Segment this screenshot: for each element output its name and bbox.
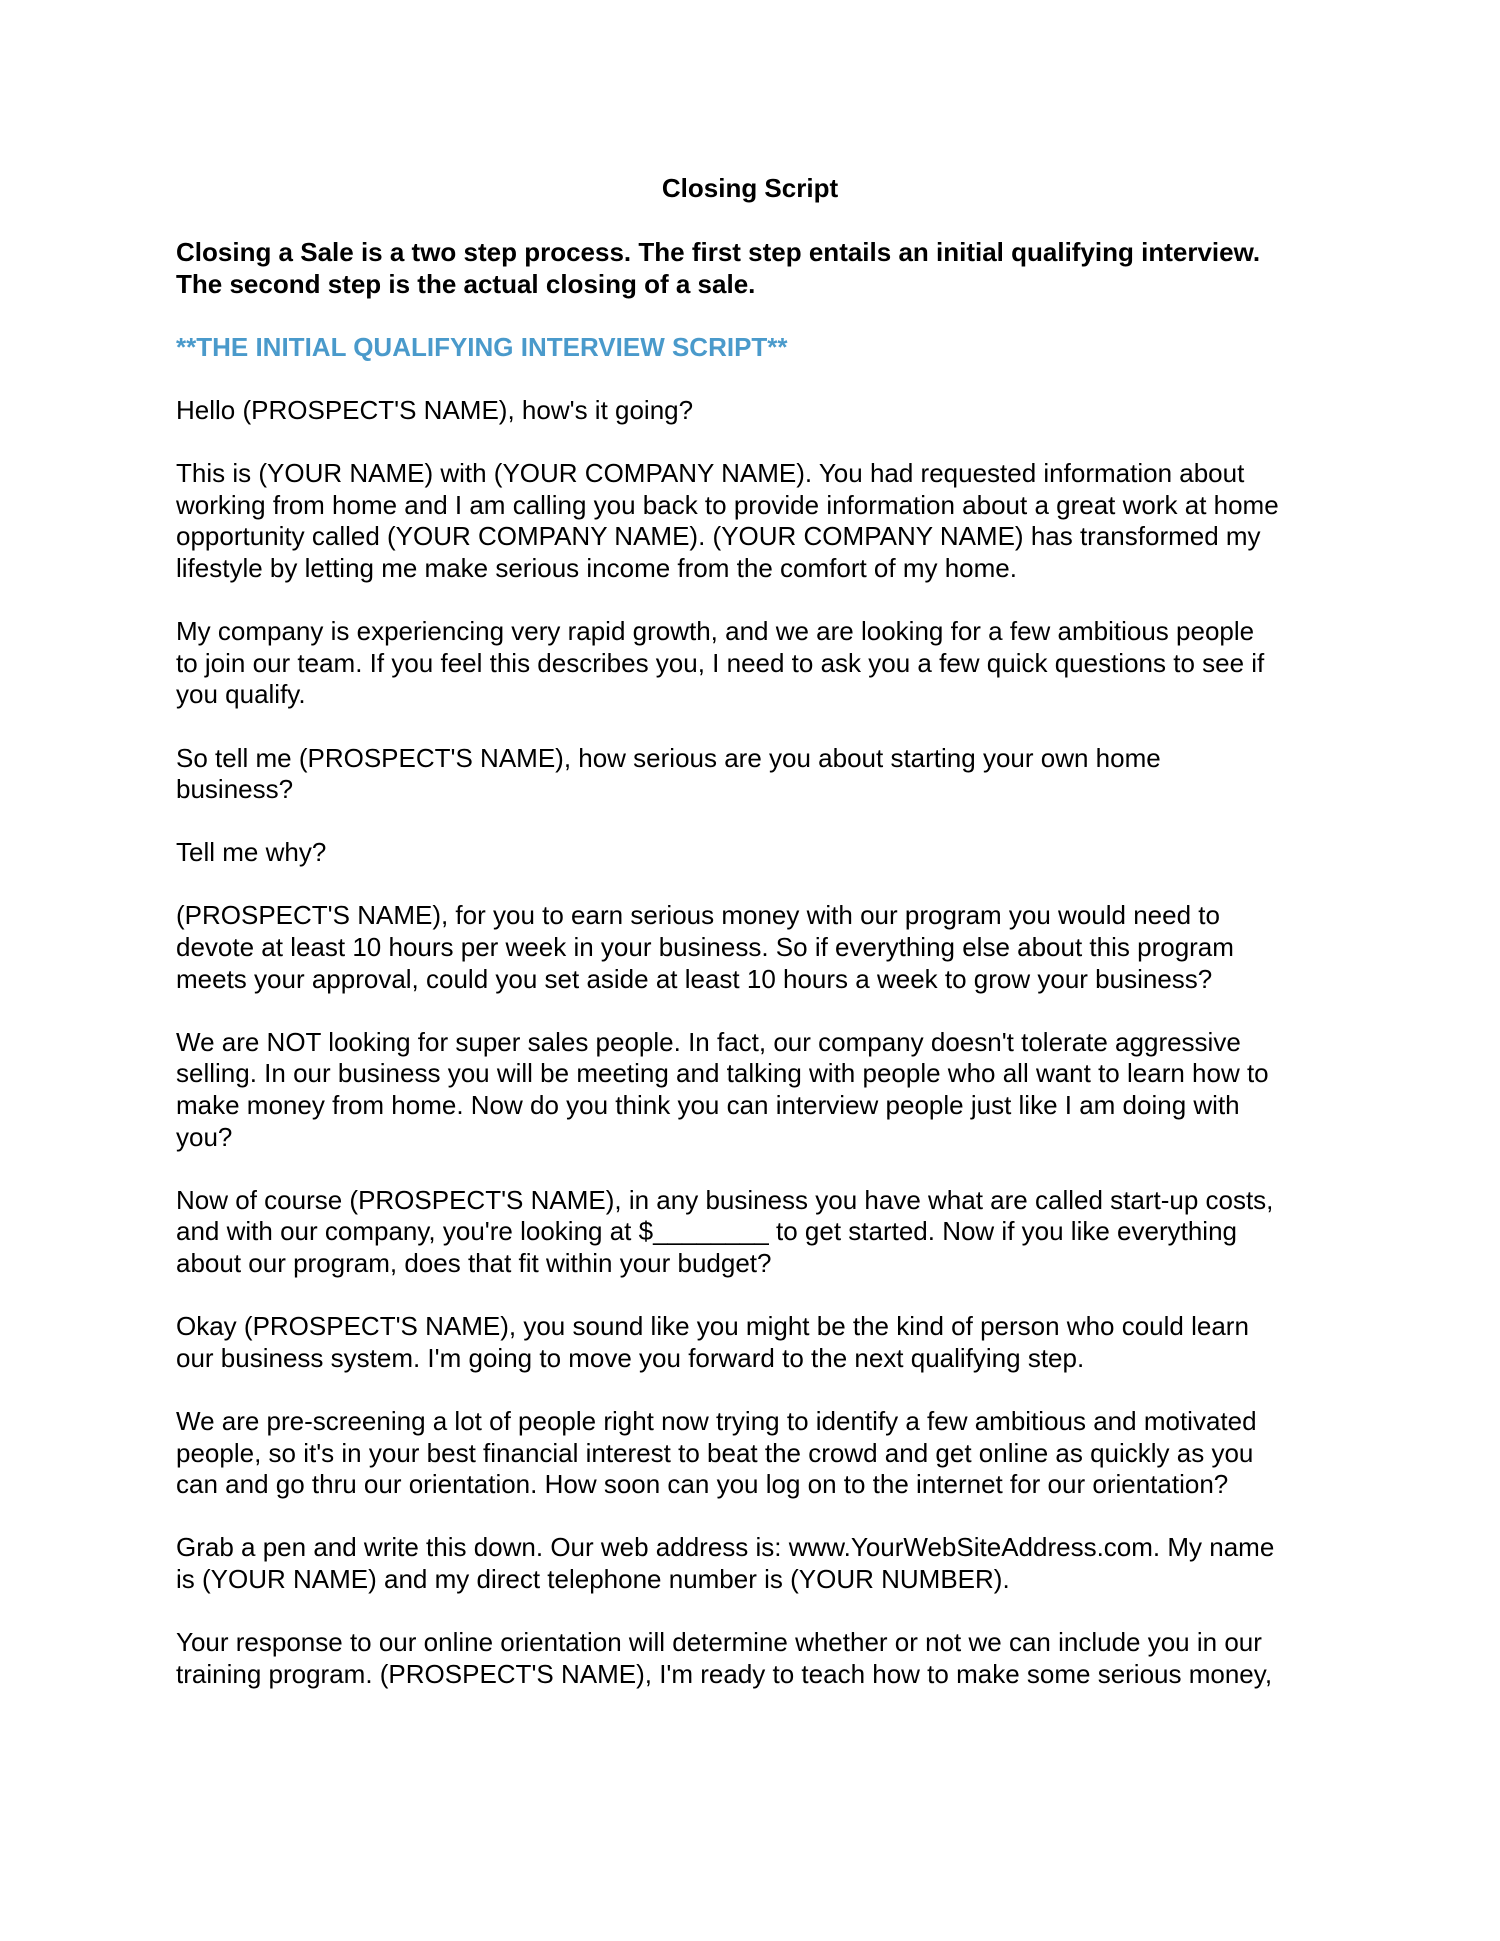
text-line: Now of course (PROSPECT'S NAME), in any business you have what are called start-up costs, [176, 1184, 1274, 1215]
text-line: you? [176, 1121, 233, 1152]
script-paragraph-contact-info [176, 1532, 1336, 1595]
text-line: working from home and I am calling you back to provide information about a great work at home [176, 489, 1279, 520]
text-line: people, so it's in your best financial interest to beat the crowd and get online as quickly as you [176, 1437, 1254, 1468]
text-line: training program. (PROSPECT'S NAME), I'm ready to teach how to make some serious money, [176, 1658, 1273, 1689]
script-paragraph-seriousness [176, 743, 1336, 806]
text-line: My company is experiencing very rapid growth, and we are looking for a few ambitious people [176, 616, 1255, 647]
text-line: to join our team. If you feel this describes you, I need to ask you a few quick questions to see if [176, 647, 1265, 678]
text-line: opportunity called (YOUR COMPANY NAME). (YOUR COMPANY NAME) has transformed my [176, 521, 1261, 552]
text-line: Closing a Sale is a two step process. The first step entails an initial qualifying interview. [176, 237, 1261, 267]
text-line: Your response to our online orientation will determine whether or not we can include you in our [176, 1627, 1262, 1658]
text-line: about our program, does that fit within your budget? [176, 1248, 772, 1278]
script-paragraph-next-step [176, 1311, 1336, 1374]
script-paragraph-introduction [176, 458, 1336, 584]
text-line: meets your approval, could you set aside at least 10 hours a week to grow your business? [176, 963, 1213, 994]
script-paragraph-time-commitment [176, 900, 1336, 995]
document-body [176, 237, 1336, 1722]
script-paragraph-why [176, 837, 1336, 869]
text-line: you qualify. [176, 679, 306, 710]
section-heading-text: **THE INITIAL QUALIFYING INTERVIEW SCRIPT** [176, 331, 788, 362]
script-paragraph-orientation-response [176, 1627, 1336, 1690]
text-line: lifestyle by letting me make serious income from the comfort of my home. [176, 552, 1017, 583]
text-line: devote at least 10 hours per week in your business. So if everything else about this program [176, 932, 1234, 963]
text-line: The second step is the actual closing of a sale. [176, 268, 756, 299]
script-paragraph-pre-screening [176, 1406, 1336, 1501]
text-line: make money from home. Now do you think you can interview people just like I am doing with [176, 1090, 1240, 1121]
intro-paragraph [176, 237, 1336, 300]
text-line: Grab a pen and write this down. Our web address is: www.YourWebSiteAddress.com. My name [176, 1532, 1275, 1563]
text-line: (PROSPECT'S NAME), for you to earn serious money with our program you would need to [176, 900, 1220, 931]
script-paragraph-growth [176, 616, 1336, 711]
text-line: and with our company, you're looking at $________ to get started. Now if you like everything [176, 1216, 1237, 1247]
text-line: our business system. I'm going to move you forward to the next qualifying step. [176, 1342, 1085, 1373]
text-line: business? [176, 774, 294, 805]
document-title: Closing Script [661, 173, 839, 203]
text-line: Okay (PROSPECT'S NAME), you sound like you might be the kind of person who could learn [176, 1311, 1249, 1342]
text-line: can and go thru our orientation. How soon can you log on to the internet for our orientation? [176, 1469, 1229, 1500]
text-line: We are NOT looking for super sales people. In fact, our company doesn't tolerate aggressive [176, 1026, 1241, 1057]
text-line: Hello (PROSPECT'S NAME), how's it going? [176, 394, 694, 425]
script-paragraph-greeting [176, 395, 1336, 427]
text-line: is (YOUR NAME) and my direct telephone number is (YOUR NUMBER). [176, 1563, 1010, 1594]
text-line: We are pre-screening a lot of people right now trying to identify a few ambitious and motivated [176, 1405, 1257, 1436]
section-heading [176, 332, 1336, 364]
text-line: selling. In our business you will be meeting and talking with people who all want to learn how to [176, 1058, 1269, 1089]
text-line: So tell me (PROSPECT'S NAME), how serious are you about starting your own home [176, 742, 1161, 773]
text-line: Tell me why? [176, 837, 327, 868]
text-line: This is (YOUR NAME) with (YOUR COMPANY NAME). You had requested information about [176, 458, 1245, 489]
script-paragraph-startup-costs [176, 1185, 1336, 1280]
script-paragraph-not-sales [176, 1027, 1336, 1153]
